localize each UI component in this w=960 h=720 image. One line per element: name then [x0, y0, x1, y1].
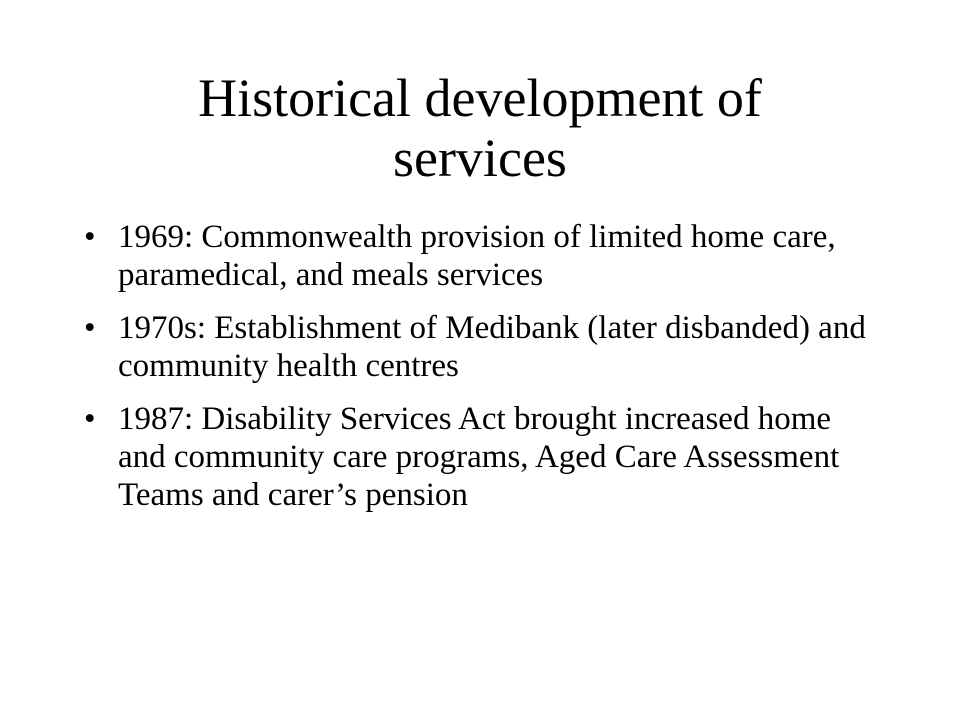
bullet-text: 1987: Disability Services Act brought increased home and community care programs, Aged Care Assessment Teams and carer’s pension: [118, 401, 840, 513]
bullet-text: 1969: Commonwealth provision of limited home care, paramedical, and meals services: [118, 219, 836, 293]
bullet-item: [84, 309, 884, 385]
bullet-item: [84, 400, 884, 514]
bullet-point-icon: •: [84, 219, 96, 255]
slide-title: Historical development of services: [198, 68, 762, 188]
bullet-text: 1970s: Establishment of Medibank (later disbanded) and community health centres: [118, 310, 866, 384]
bullet-point-icon: •: [84, 310, 96, 346]
bullet-list: [84, 218, 884, 529]
bullet-point-icon: •: [84, 401, 96, 437]
bullet-item: [84, 218, 884, 294]
